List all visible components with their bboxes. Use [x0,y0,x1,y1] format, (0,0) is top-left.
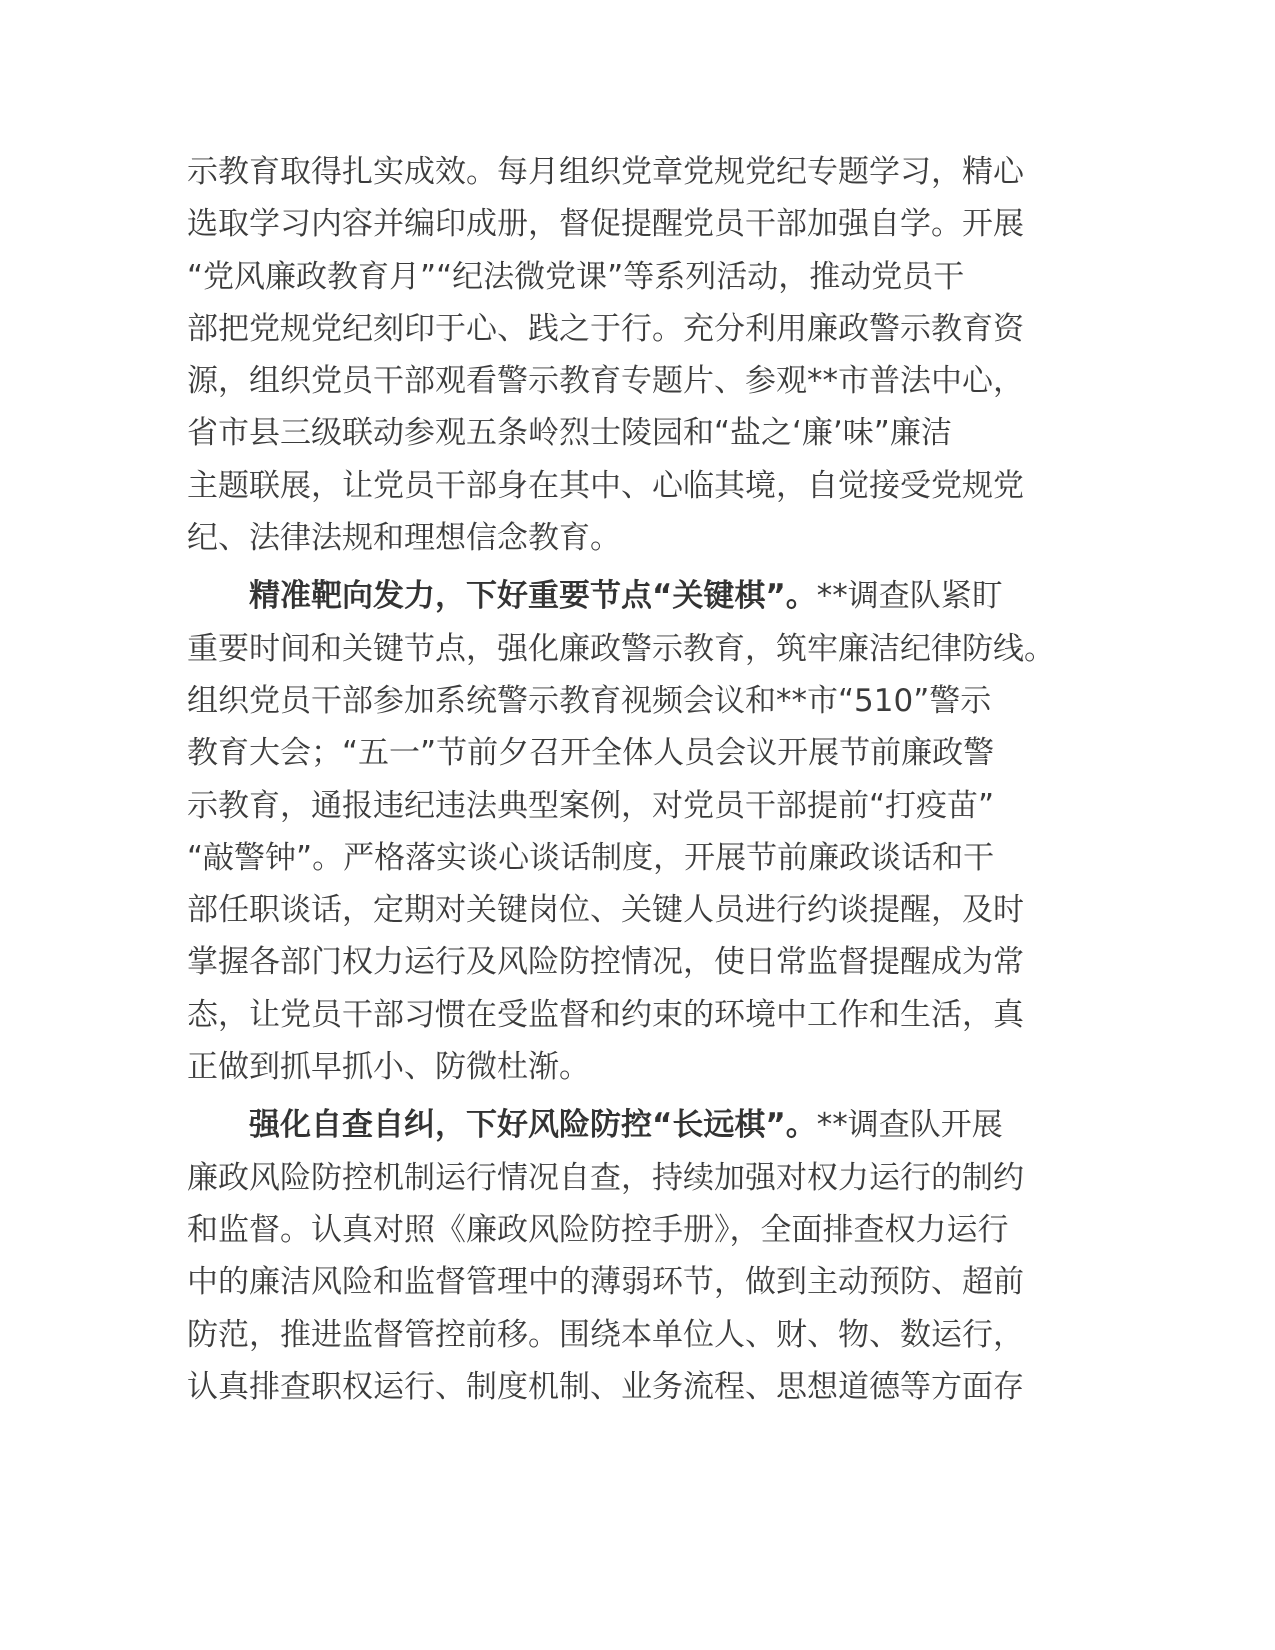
text-line: 和监督。认真对照《廉政风险防控手册》，全面排查权力运行 [187,1211,1009,1248]
paragraph-heading: 精准靶向发力，下好重要节点“关键棋”。 [249,578,817,615]
text-line: 示教育取得扎实成效。每月组织党章党规党纪专题学习，精心 [187,154,1024,190]
text-line: 组织党员干部参加系统警示教育视频会议和**市“510”警示 [187,682,992,719]
text-line: 态，让党员干部习惯在受监督和约束的环境中工作和生活，真 [187,996,1024,1033]
paragraph-risk-control [187,1099,1087,1413]
text-line: 省市县三级联动参观五条岭烈士陵园和“盐之‘廉’味”廉洁 [187,415,952,452]
text-line: 选取学习内容并编印成册，督促提醒党员干部加强自学。开展 [187,206,1024,243]
paragraph-lead-text: **调查队紧盯 [816,578,1003,615]
text-line: 认真排查职权运行、制度机制、业务流程、思想道德等方面存 [187,1368,1024,1405]
text-line: “敲警钟”。严格落实谈心谈话制度，开展节前廉政谈话和干 [187,839,995,876]
text-line: 正做到抓早抓小、防微杜渐。 [187,1049,590,1086]
text-line: 中的廉洁风险和监督管理中的薄弱环节，做到主动预防、超前 [187,1264,1024,1301]
text-line: 源，组织党员干部观看警示教育专题片、参观**市普法中心， [187,363,1024,400]
text-line: 防范，推进监督管控前移。围绕本单位人、财、物、数运行， [187,1316,1024,1353]
text-line-first [187,570,1087,622]
text-line-first [187,1099,1087,1151]
text-line: 部任职谈话，定期对关键岗位、关键人员进行约谈提醒，及时 [187,892,1024,929]
text-line: 主题联展，让党员干部身在其中、心临其境，自觉接受党规党 [187,467,1024,504]
text-line: 部把党规党纪刻印于心、践之于行。充分利用廉政警示教育资 [187,310,1024,347]
paragraph-key-nodes [187,570,1087,1093]
document-body [187,146,1087,1413]
paragraph-continued [187,146,1087,564]
paragraph-heading: 强化自查自纠，下好风险防控“长远棋”。 [249,1107,817,1144]
text-line: 教育大会；“五一”节前夕召开全体人员会议开展节前廉政警 [187,735,995,772]
paragraph-lead-text: **调查队开展 [816,1107,1003,1144]
text-line: 掌握各部门权力运行及风险防控情况，使日常监督提醒成为常 [187,944,1024,981]
text-line: “党风廉政教育月”“纪法微党课”等系列活动，推动党员干 [187,258,965,295]
text-line: 纪、法律法规和理想信念教育。 [187,520,621,557]
text-line: 示教育，通报违纪违法典型案例，对党员干部提前“打疫苗” [187,787,995,824]
text-line: 重要时间和关键节点，强化廉政警示教育，筑牢廉洁纪律防线。 [187,630,1055,667]
text-line: 廉政风险防控机制运行情况自查，持续加强对权力运行的制约 [187,1159,1024,1196]
